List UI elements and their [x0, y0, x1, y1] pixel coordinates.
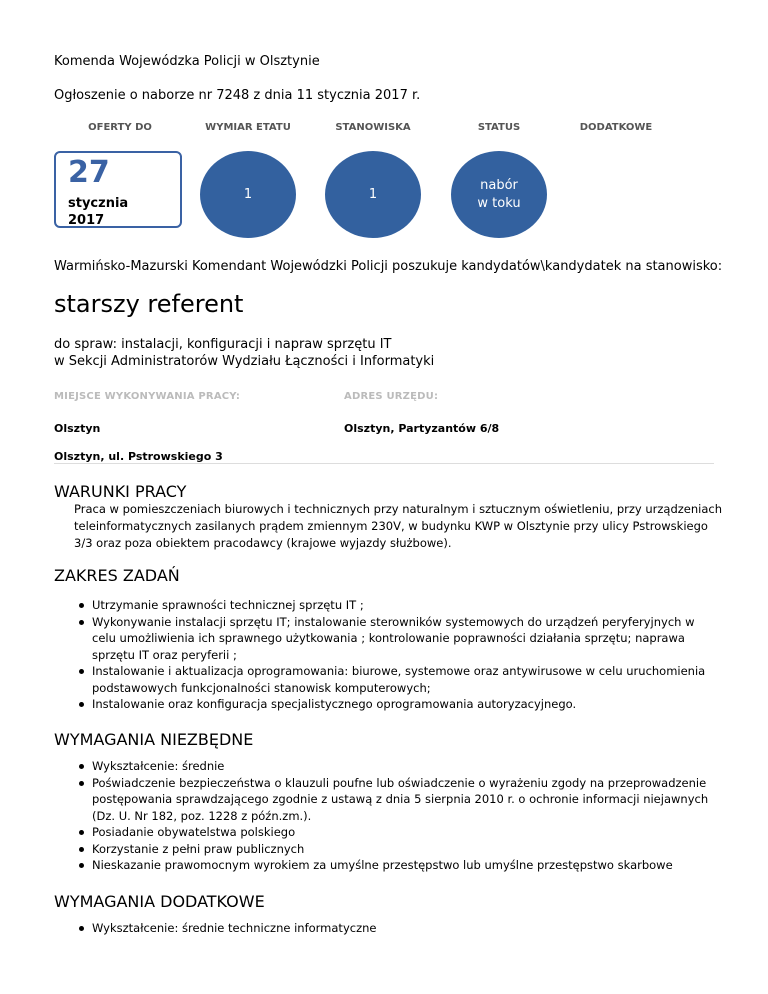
- list-item: Wykształcenie: średnie techniczne informatyczne: [92, 920, 714, 937]
- col-header-oferty: OFERTY DO: [88, 122, 152, 133]
- deadline-year: 2017: [68, 213, 105, 228]
- zakres-list-wrap: [54, 597, 714, 713]
- institution-name: Komenda Wojewódzka Policji w Olsztynie: [54, 54, 320, 69]
- etat-circle: [200, 151, 296, 238]
- zakres-list: [54, 597, 714, 713]
- warunki-heading: WARUNKI PRACY: [54, 482, 187, 501]
- place-value: Olsztyn: [54, 422, 101, 435]
- status-line1: nabór: [480, 177, 518, 193]
- wymagania-heading: WYMAGANIA NIEZBĘDNE: [54, 730, 254, 749]
- dodatkowe-heading: WYMAGANIA DODATKOWE: [54, 892, 265, 911]
- col-header-stanowiska: STANOWISKA: [335, 122, 411, 133]
- office-label: ADRES URZĘDU:: [344, 391, 439, 402]
- warunki-section: [54, 482, 186, 501]
- status-circle: [451, 151, 547, 238]
- place-detail: Olsztyn, ul. Pstrowskiego 3: [54, 450, 223, 463]
- dodatkowe-list: [54, 920, 714, 937]
- list-item: Instalowanie oraz konfiguracja specjalistycznego oprogramowania autoryzacyjnego.: [92, 696, 714, 713]
- wymagania-list: [54, 758, 714, 874]
- intro-text: Warmińsko-Mazurski Komendant Wojewódzki Policji poszukuje kandydatów\kandydatek na stanowisko:: [54, 259, 723, 274]
- status-line2: w toku: [477, 195, 521, 211]
- position-line2: w Sekcji Administratorów Wydziału Łączności i Informatyki: [54, 354, 435, 369]
- list-item: Wykształcenie: średnie: [92, 758, 714, 775]
- status-value: [477, 177, 520, 213]
- list-item: Nieskazanie prawomocnym wyrokiem za umyślne przestępstwo lub umyślne przestępstwo skarbowe: [92, 857, 714, 874]
- deadline-month: stycznia: [68, 196, 129, 211]
- position-line1: do spraw: instalacji, konfiguracji i napraw sprzętu IT: [54, 337, 392, 352]
- position-description: [54, 336, 434, 370]
- stanowiska-value: 1: [368, 186, 378, 202]
- wymagania-section: [54, 730, 253, 749]
- wymagania-list-wrap: [54, 758, 714, 874]
- dodatkowe-section: [54, 892, 265, 911]
- deadline-month-year: [68, 195, 128, 229]
- list-item: Instalowanie i aktualizacja oprogramowania: biurowe, systemowe oraz antywirusowe w celu uruchomienia podstawowych funkcjonalności stanowisk komputerowych;: [92, 663, 714, 696]
- dodatkowe-list-wrap: [54, 920, 714, 937]
- list-item: Posiadanie obywatelstwa polskiego: [92, 824, 714, 841]
- position-block: [54, 290, 243, 318]
- deadline-date-box: [54, 151, 182, 228]
- col-header-status: STATUS: [477, 122, 521, 133]
- stanowiska-circle: [325, 151, 421, 238]
- position-title: starszy referent: [54, 290, 244, 318]
- col-header-dodatkowe: DODATKOWE: [579, 122, 653, 133]
- deadline-day: 27: [68, 155, 110, 190]
- list-item: Utrzymanie sprawności technicznej sprzętu IT ;: [92, 597, 714, 614]
- place-label: MIEJSCE WYKONYWANIA PRACY:: [54, 391, 241, 402]
- divider: [54, 463, 714, 464]
- zakres-heading: ZAKRES ZADAŃ: [54, 566, 180, 585]
- list-item: Wykonywanie instalacji sprzętu IT; instalowanie sterowników systemowych do urządzeń peryferyjnych w celu umożliwienia ich sprawnego użytkowania ; kontrolowanie poprawności działania sprzętu; naprawa sprzętu IT oraz peryferii ;: [92, 614, 714, 664]
- list-item: Korzystanie z pełni praw publicznych: [92, 841, 714, 858]
- office-value: Olsztyn, Partyzantów 6/8: [344, 422, 500, 435]
- warunki-text: Praca w pomieszczeniach biurowych i technicznych przy naturalnym i sztucznym oświetleniu, przy urządzeniach teleinformatycznych zasilanych prądem zmiennym 230V, w budynku KWP w Olsztynie przy ulicy Pstrowskiego 3/3 oraz poza obiektem pracodawcy (krajowe wyjazdy służbowe).: [74, 502, 722, 550]
- etat-value: 1: [243, 186, 253, 202]
- zakres-section: [54, 566, 180, 585]
- list-item: Poświadczenie bezpieczeństwa o klauzuli poufne lub oświadczenie o wyrażeniu zgody na przeprowadzenie postępowania sprawdzającego zgodnie z ustawą z dnia 5 sierpnia 2010 r. o ochronie informacji niejawnych (Dz. U. Nr 182, poz. 1228 z późn.zm.).: [92, 775, 714, 825]
- col-header-etat: WYMIAR ETATU: [205, 122, 291, 133]
- announcement-title: Ogłoszenie o naborze nr 7248 z dnia 11 stycznia 2017 r.: [54, 88, 421, 103]
